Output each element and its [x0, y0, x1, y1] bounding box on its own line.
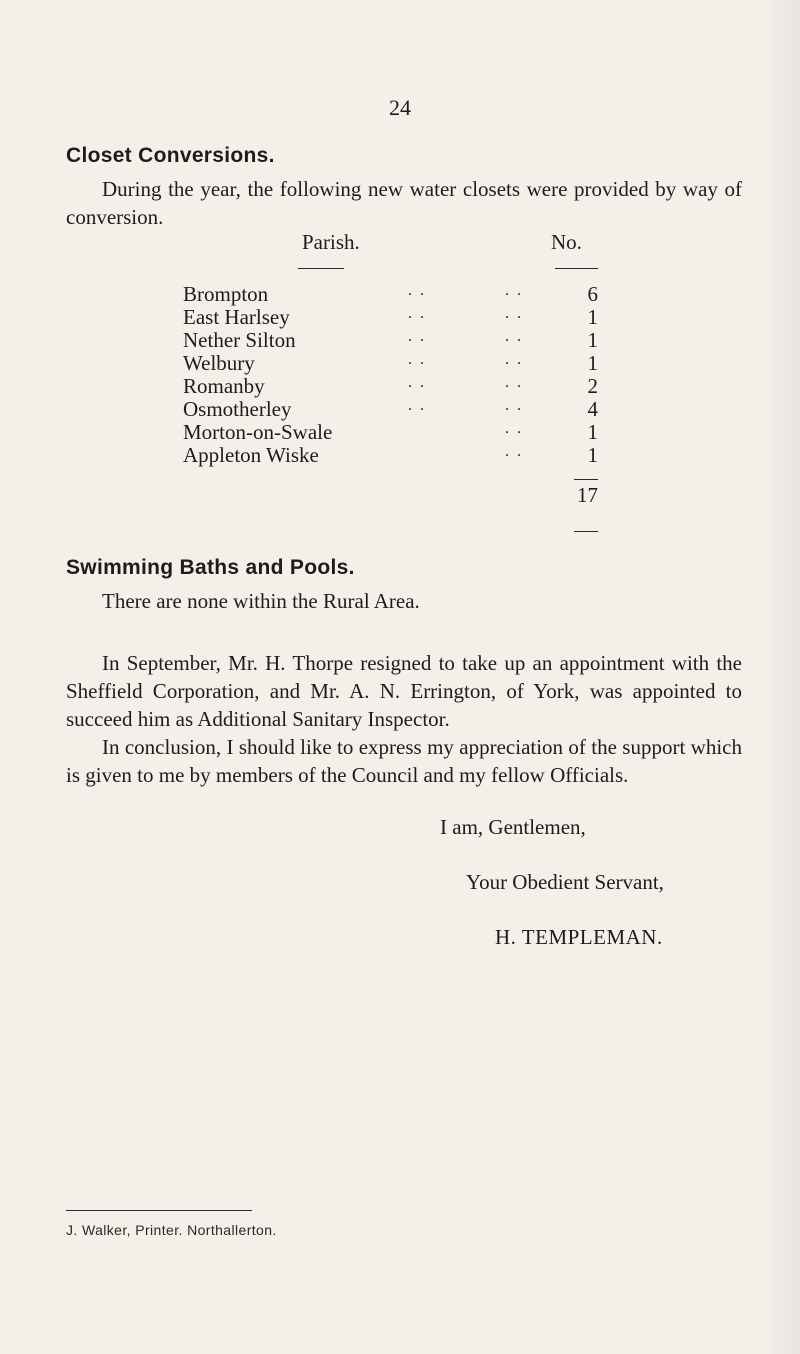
dot-leader: . . [505, 305, 523, 322]
parish-header-rule [298, 268, 344, 269]
parish-name: Nether Silton [183, 328, 296, 352]
conclusion-paragraph: In conclusion, I should like to express my appreciation of the support which is given to me by members of the Council and my fellow Officials. [66, 735, 742, 787]
parish-count: 1 [587, 328, 598, 352]
signature-name: H. TEMPLEMAN. [495, 925, 663, 949]
dot-leader: . . [505, 397, 523, 414]
parish-name: Welbury [183, 351, 255, 375]
swimming-baths-heading: Swimming Baths and Pools. [66, 556, 355, 579]
total-top-rule [574, 479, 598, 480]
parish-name: Appleton Wiske [183, 443, 319, 467]
closing-valediction: Your Obedient Servant, [466, 870, 664, 894]
page-number: 24 [389, 95, 411, 120]
parish-count: 2 [587, 374, 598, 398]
dot-leader: . . [505, 282, 523, 299]
parish-count: 4 [587, 397, 598, 421]
closet-conversions-heading: Closet Conversions. [66, 144, 275, 167]
dot-leader: . . [408, 282, 426, 299]
dot-leader: . . [408, 374, 426, 391]
dot-leader: . . [505, 374, 523, 391]
dot-leader: . . [408, 397, 426, 414]
parish-name: East Harlsey [183, 305, 290, 329]
swimming-baths-text: There are none within the Rural Area. [102, 589, 420, 613]
number-header-rule [555, 268, 598, 269]
printer-imprint: J. Walker, Printer. Northallerton. [66, 1222, 277, 1238]
table-row [0, 443, 800, 471]
closing-salutation: I am, Gentlemen, [440, 815, 586, 839]
total-bottom-rule [574, 531, 598, 532]
page-edge-shadow [764, 0, 800, 1354]
dot-leader: . . [408, 305, 426, 322]
table-total: 17 [577, 483, 598, 507]
dot-leader: . . [408, 351, 426, 368]
parish-name: Romanby [183, 374, 265, 398]
parish-count: 1 [587, 305, 598, 329]
appointment-paragraph: In September, Mr. H. Thorpe resigned to take up an appointment with the Sheffield Corporation, and Mr. A. N. Errington, of York, was appointed to succeed him as Additional Sanitary Inspector. [66, 651, 742, 731]
parish-count: 1 [587, 420, 598, 444]
parish-count: 1 [587, 351, 598, 375]
number-column-header: No. [551, 230, 582, 254]
dot-leader: . . [505, 420, 523, 437]
closet-intro-text: During the year, the following new water closets were provided by way of conversion. [66, 177, 742, 229]
parish-count: 6 [587, 282, 598, 306]
dot-leader: . . [408, 328, 426, 345]
dot-leader: . . [505, 443, 523, 460]
parish-name: Osmotherley [183, 397, 292, 421]
parish-count: 1 [587, 443, 598, 467]
footer-rule [66, 1210, 252, 1211]
parish-column-header: Parish. [302, 230, 360, 254]
parish-name: Morton-on-Swale [183, 420, 333, 444]
dot-leader: . . [505, 328, 523, 345]
dot-leader: . . [505, 351, 523, 368]
parish-name: Brompton [183, 282, 269, 306]
